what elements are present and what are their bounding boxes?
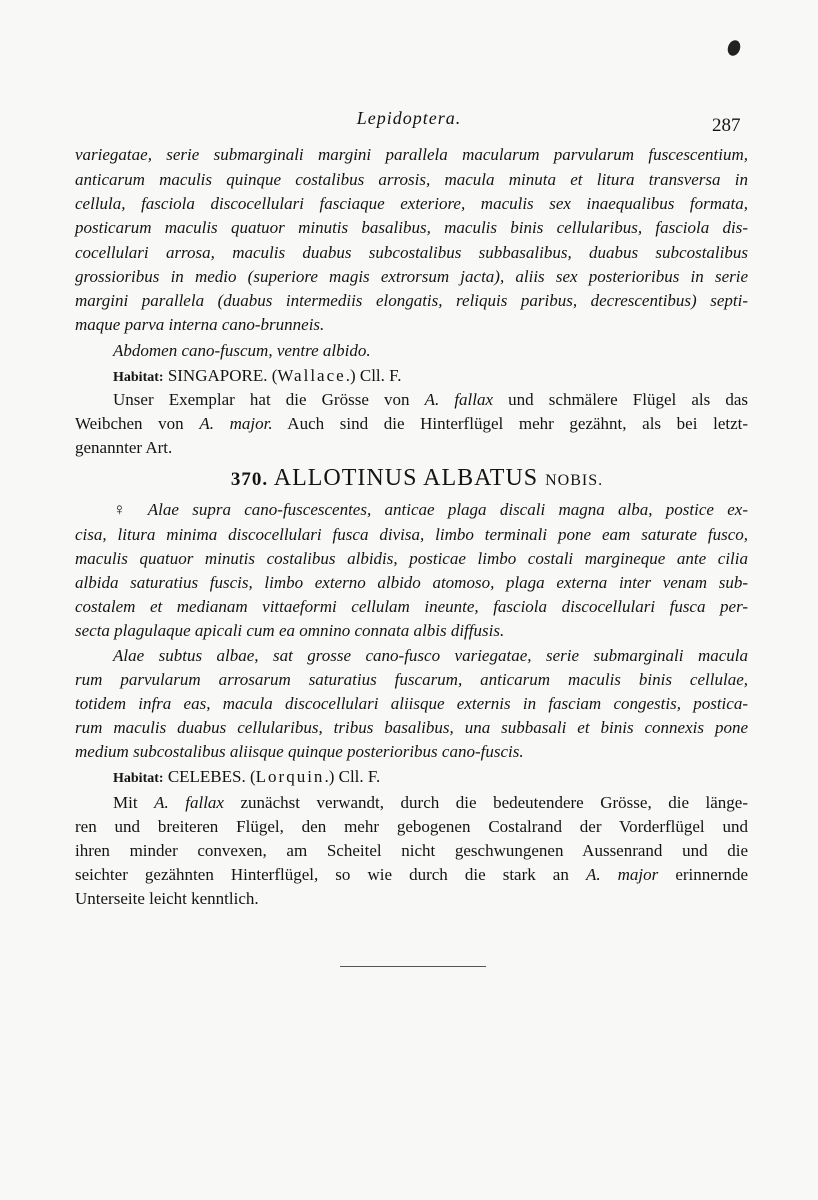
text-line: [75, 547, 748, 571]
text-segment: cellula, fasciola discocellulari fasciaque exteriore, maculis sex inaequalibus formata,: [75, 194, 748, 213]
text-line: [75, 839, 748, 863]
text-segment: grossioribus in medio (superiore magis extrorsum jacta), aliis sex posterioribus in serie: [75, 267, 748, 286]
text-line: [75, 887, 748, 911]
text-line: [113, 791, 748, 815]
text-segment: ihren minder convexen, am Scheitel nicht geschwungenen Aussenrand und die: [75, 841, 748, 860]
species-number: 370.: [230, 469, 269, 490]
text-line: [75, 168, 748, 192]
text-line: [75, 716, 748, 740]
text-segment: Wallace: [277, 366, 346, 385]
text-line: [75, 619, 748, 643]
text-segment: A. fallax: [154, 793, 224, 812]
text-segment: zunächst verwandt, durch die bedeutendere Grösse, die länge-: [223, 793, 748, 812]
text-line: [113, 364, 748, 388]
text-segment: secta plagulaque apicali cum ea omnino connata albis diffusis.: [75, 621, 505, 640]
text-segment: .) Cll. F.: [345, 366, 402, 385]
text-segment: A. fallax: [424, 390, 494, 409]
text-segment: Lorquin: [255, 767, 325, 786]
species-author: NOBIS.: [545, 472, 604, 489]
text-segment: und schmälere Flügel als das: [493, 390, 748, 409]
text-segment: variegatae, serie submarginali margini parallela macularum parvularum fuscescentium,: [75, 145, 748, 164]
text-line: [75, 192, 748, 216]
text-line: [75, 216, 748, 240]
text-line: [75, 241, 748, 265]
text-line: [75, 815, 748, 839]
text-line: [113, 644, 748, 668]
text-segment: .) Cll. F.: [324, 767, 381, 786]
habitat-label: Habitat:: [113, 771, 164, 786]
text-segment: Alae subtus albae, sat grosse cano-fusco variegatae, serie submarginali macula: [113, 646, 748, 665]
text-line: [113, 765, 748, 789]
text-segment: anticarum maculis quinque costalibus arrosis, macula minuta et litura transversa in: [75, 170, 748, 189]
text-segment: ♀ Alae supra cano-fuscescentes, anticae plaga discali magna alba, postice ex-: [113, 500, 748, 519]
text-line: [75, 313, 748, 337]
text-line: [75, 740, 748, 764]
text-segment: A. major: [585, 865, 659, 884]
text-segment: cocellulari arrosa, maculis duabus subcostalibus subbasalibus, duabus subcostalibus: [75, 243, 748, 262]
text-line: [75, 289, 748, 313]
text-line: [75, 143, 748, 167]
text-segment: ren und breiteren Flügel, den mehr gebogenen Costalrand der Vorderflügel und: [75, 817, 748, 836]
species-heading: [0, 465, 818, 492]
text-line: [75, 692, 748, 716]
text-segment: A. major.: [199, 414, 273, 433]
ink-blot: [726, 38, 743, 57]
text-segment: rum parvularum arrosarum saturatius fuscarum, anticarum maculis binis cellulae,: [75, 670, 748, 689]
text-line: [113, 339, 748, 363]
text-segment: cisa, litura minima discocellulari fusca divisa, limbo terminali pone eam saturate fusco,: [75, 525, 748, 544]
text-segment: Abdomen cano-fuscum, ventre albido.: [113, 341, 371, 360]
text-segment: posticarum maculis quatuor minutis basalibus, maculis binis cellularibus, fasciola dis-: [75, 218, 748, 237]
text-segment: margini parallela (duabus intermediis elongatis, reliquis paribus, decrescentibus) septi-: [75, 291, 748, 310]
page-number: 287: [712, 115, 741, 136]
text-segment: maculis quatuor minutis costalibus albidis, posticae limbo costali margineque ante cilia: [75, 549, 748, 568]
text-line: [75, 265, 748, 289]
text-segment: albida saturatius fuscis, limbo externo albido atomoso, plaga externa inter venam sub-: [75, 573, 748, 592]
text-line: [113, 388, 748, 412]
text-segment: genannter Art.: [75, 438, 173, 457]
text-segment: rum maculis duabus cellularibus, tribus basalibus, una subbasali et binis connexis pone: [75, 718, 748, 737]
text-segment: totidem infra eas, macula discocellulari aliisque externis in fasciam congestis, postica-: [75, 694, 748, 713]
text-segment: erinnernde: [658, 865, 749, 884]
text-segment: Auch sind die Hinterflügel mehr gezähnt, als bei letzt-: [272, 414, 749, 433]
text-line: [75, 668, 748, 692]
text-segment: maque parva interna cano-brunneis.: [75, 315, 325, 334]
species-name: ALLOTINUS ALBATUS: [273, 465, 539, 491]
text-line: [75, 412, 748, 436]
text-segment: SINGAPORE. (: [163, 366, 278, 385]
text-segment: costalem et medianam vittaeformi cellulam ineunte, fasciola discocellulari fusca per-: [75, 597, 748, 616]
text-line: [75, 436, 748, 460]
text-segment: medium subcostalibus aliisque quinque posterioribus cano-fuscis.: [75, 742, 524, 761]
text-line: [75, 595, 748, 619]
text-segment: Weibchen von: [75, 414, 200, 433]
text-line: [75, 571, 748, 595]
text-line: [75, 523, 748, 547]
text-segment: Unser Exemplar hat die Grösse von: [113, 390, 425, 409]
habitat-label: Habitat:: [113, 370, 164, 385]
text-line: [75, 863, 748, 887]
text-segment: Unterseite leicht kenntlich.: [75, 889, 259, 908]
text-segment: Mit: [113, 793, 155, 812]
end-rule: [340, 966, 486, 967]
text-segment: CELEBES. (: [163, 767, 256, 786]
running-title: Lepidoptera.: [356, 108, 462, 128]
text-segment: seichter gezähnten Hinterflügel, so wie durch die stark an: [75, 865, 586, 884]
text-line: [113, 498, 748, 522]
